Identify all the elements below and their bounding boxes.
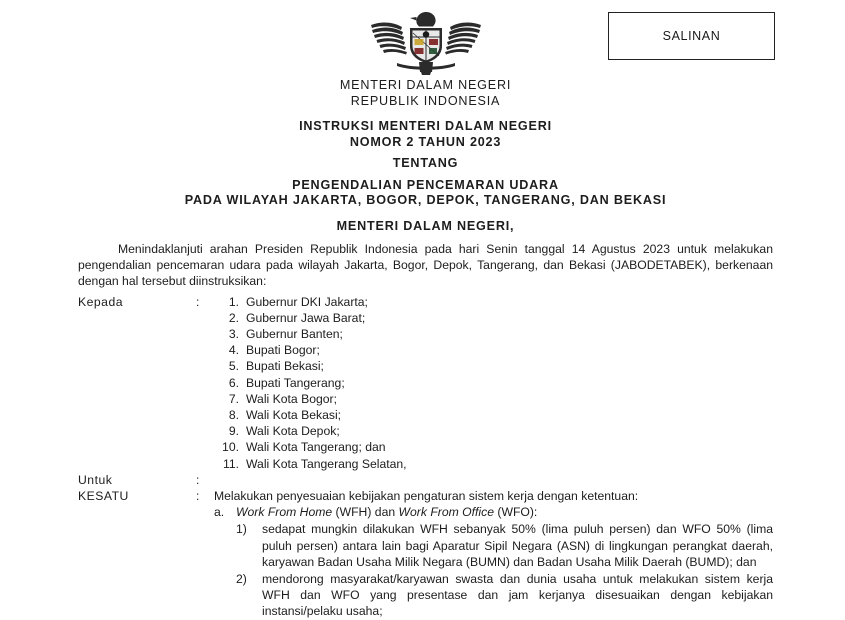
list-item-label: Wali Kota Bogor; [246, 391, 337, 406]
wfo-term: Work From Office [398, 505, 494, 520]
list-item-label: Bupati Bogor; [246, 343, 320, 358]
kepada-colon: : [196, 294, 200, 309]
list-item [214, 407, 773, 423]
kesatu-item-a-sub-1-marker: 1) [236, 522, 247, 537]
list-item-number: 9. [228, 424, 239, 439]
list-item-label: Bupati Bekasi; [246, 359, 324, 374]
list-item [214, 310, 773, 326]
kesatu-item-a-sub-1 [236, 521, 773, 570]
instruction-title: INSTRUKSI MENTERI DALAM NEGERI [299, 119, 552, 133]
list-item [214, 358, 773, 374]
wfh-term: Work From Home [236, 505, 333, 520]
kesatu-item-a-marker: a. [214, 505, 225, 520]
opening-paragraph-text: Menindaklanjuti arahan Presiden Republik Indonesia pada hari Senin tanggal 14 Agustus 2023 untuk melakukan pengendalian pencemaran udara pada wilayah Jakarta, Bogor, Depok, Tangerang, dan Bekasi (JABODETABEK), berkenaan dengan hal tersebut diinstruksikan: [78, 242, 773, 289]
kesatu-item-a-sub-2 [236, 571, 773, 620]
list-item-label: Gubernur DKI Jakarta; [246, 294, 368, 309]
list-item-label: Gubernur Banten; [246, 327, 343, 342]
kesatu-label: KESATU [78, 489, 129, 504]
list-item [214, 375, 773, 391]
list-item [214, 423, 773, 439]
list-item-label: Wali Kota Depok; [246, 424, 340, 439]
kepada-row [78, 294, 773, 472]
list-item [214, 294, 773, 310]
recipient-list [214, 294, 773, 472]
kesatu-item-a-sub-2-text: mendorong masyarakat/karyawan swasta dan dunia usaha untuk melakukan sistem kerja WFH dan WFO yang presentase dan jam kerjanya disesuaikan dengan kebijakan instansi/pelaku usaha; [262, 572, 773, 619]
wfh-suffix: (WFH) dan [332, 505, 399, 520]
list-item-label: Wali Kota Tangerang; dan [246, 440, 386, 455]
kesatu-intro-text: Melakukan penyesuaian kebijakan pengaturan sistem kerja dengan ketentuan: [214, 489, 639, 504]
salinan-stamp-label: SALINAN [662, 29, 721, 43]
kesatu-row [78, 488, 773, 620]
list-item-number: 2. [228, 310, 239, 325]
list-item [214, 326, 773, 342]
kesatu-item-a-sub-1-text: sedapat mungkin dilakukan WFH sebanyak 50% (lima puluh persen) dan WFO 50% (lima puluh persen) antara lain bagi Aparatur Sipil Negara (ASN) di lingkungan perangkat daerah, karyawan Badan Usaha Milik Negara (BUMN) dan Badan Usaha Milik Daerah (BUMD); dan [262, 522, 773, 569]
salinan-stamp [608, 12, 775, 60]
instruction-number: NOMOR 2 TAHUN 2023 [349, 134, 502, 149]
kesatu-content [214, 488, 773, 620]
list-item-number: 11. [222, 456, 239, 471]
opening-paragraph [78, 241, 773, 290]
untuk-content [214, 472, 773, 488]
kesatu-colon: : [196, 489, 200, 504]
list-item-label: Gubernur Jawa Barat; [246, 310, 366, 325]
list-item [214, 439, 773, 455]
untuk-colon: : [196, 472, 200, 487]
subject-line-1: PENGENDALIAN PENCEMARAN UDARA [292, 177, 559, 192]
list-item-number: 5. [228, 359, 239, 374]
about-label: TENTANG [392, 156, 459, 170]
list-item-number: 10. [222, 440, 239, 455]
list-item-number: 3. [228, 327, 239, 342]
untuk-label: Untuk [78, 472, 113, 487]
list-item-number: 8. [228, 408, 239, 423]
list-item-label: Bupati Tangerang; [246, 375, 345, 390]
wfo-suffix: (WFO): [494, 505, 538, 520]
kepada-label: Kepada [78, 294, 124, 309]
kepada-content [214, 294, 773, 472]
list-item-label: Wali Kota Bekasi; [246, 408, 342, 423]
kesatu-item-a [214, 504, 773, 619]
garuda-pancasila-emblem [367, 10, 485, 76]
list-item [214, 391, 773, 407]
list-item-number: 4. [228, 343, 239, 358]
untuk-row [78, 472, 773, 488]
kesatu-item-a-body [236, 504, 773, 619]
list-item-number: 7. [228, 391, 239, 406]
ministry-line-1: MENTERI DALAM NEGERI [339, 78, 512, 92]
list-item-label: Wali Kota Tangerang Selatan, [246, 456, 407, 471]
list-item-number: 1. [228, 294, 239, 309]
signatory-heading: MENTERI DALAM NEGERI, [336, 218, 515, 233]
subject-line-2: PADA WILAYAH JAKARTA, BOGOR, DEPOK, TANGERANG, DAN BEKASI [184, 193, 667, 207]
list-item [214, 456, 773, 472]
ministry-line-2: REPUBLIK INDONESIA [350, 93, 501, 108]
list-item [214, 342, 773, 358]
kesatu-item-a-sub-2-marker: 2) [236, 572, 247, 587]
list-item-number: 6. [228, 375, 239, 390]
